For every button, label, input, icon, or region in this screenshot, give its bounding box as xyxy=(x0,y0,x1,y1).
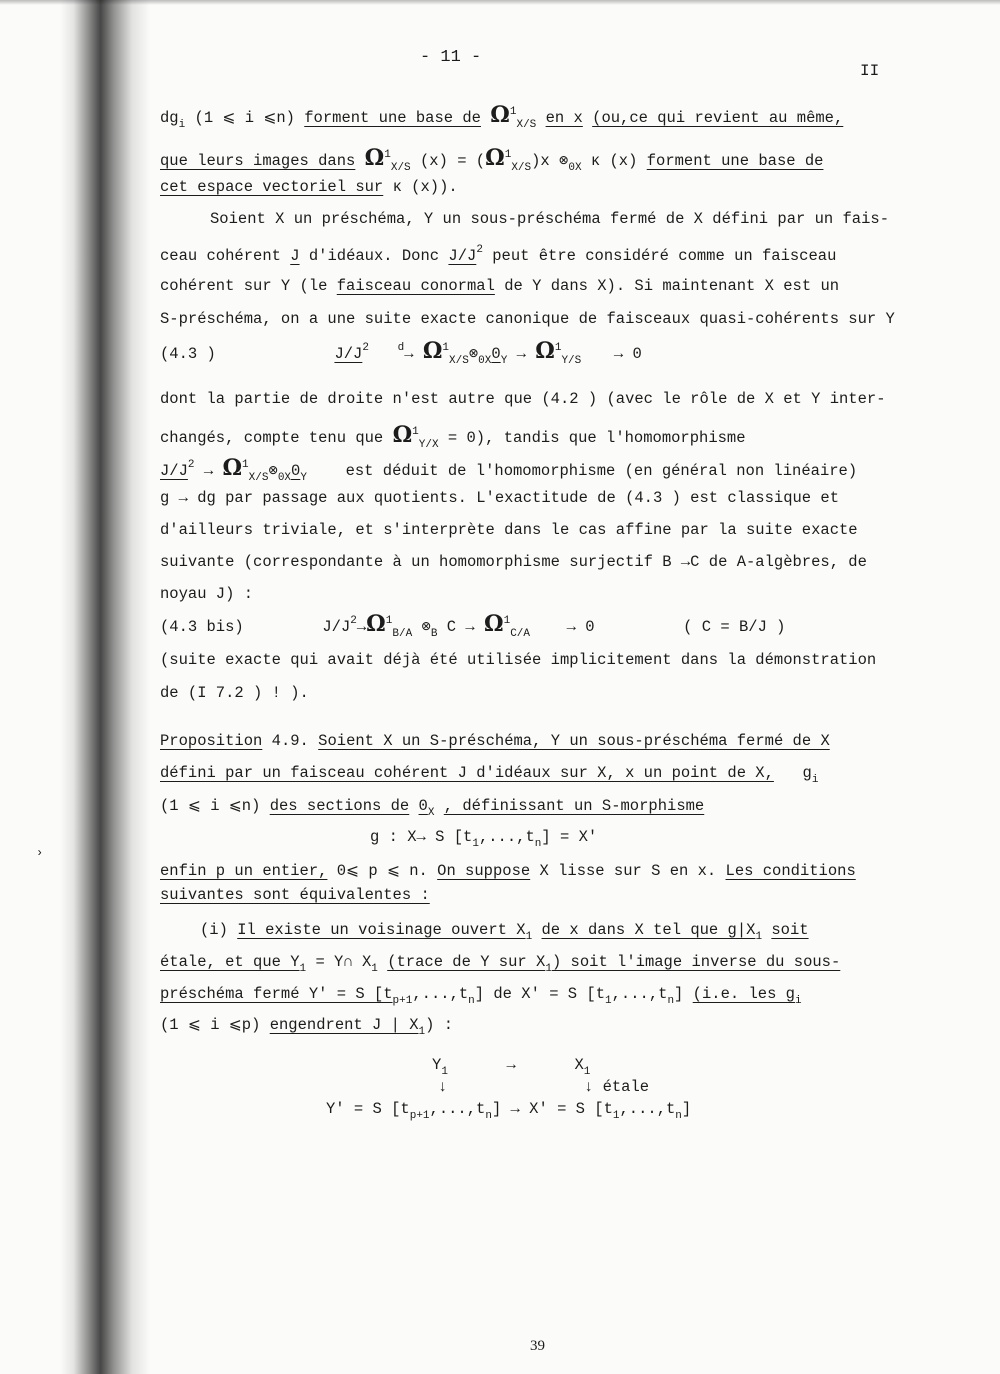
text-line-1 xyxy=(160,102,843,131)
math: J/J xyxy=(322,618,351,636)
underlined-text: (i.e. les g xyxy=(692,985,795,1003)
subscript: i xyxy=(178,119,186,131)
superscript: 1 xyxy=(509,106,517,118)
underlined-text: (trace de Y sur X xyxy=(387,953,546,971)
omega-symbol: Ω xyxy=(485,145,505,171)
subscript: p+1 xyxy=(409,1110,430,1122)
subscript: n xyxy=(485,1110,492,1122)
text: = Y∩ X xyxy=(315,953,372,971)
text-line-20 xyxy=(160,886,430,904)
omega-symbol: Ω xyxy=(422,338,443,364)
text: X lisse sur S en x. xyxy=(539,862,717,880)
diagram-top-row xyxy=(432,1056,590,1078)
subscript: C/A xyxy=(510,628,530,640)
text-line-5 xyxy=(160,244,836,265)
subscript: 1 xyxy=(299,963,307,975)
underlined-text: soit xyxy=(771,921,809,939)
page-number-bottom: 39 xyxy=(530,1338,545,1354)
text: (1 ⩽ i ⩽n) xyxy=(160,797,261,815)
underlined-text: de x dans X tel que g|X xyxy=(541,921,756,939)
omega-symbol: Ω xyxy=(535,338,555,364)
omega-symbol: Ω xyxy=(222,455,243,481)
tensor-symbol: ⊗ xyxy=(421,618,431,636)
underlined-text: (ou,ce qui revient au même, xyxy=(592,109,844,127)
subscript: i xyxy=(811,774,819,786)
text-line-21 xyxy=(200,921,809,943)
text: cohérent sur Y (le xyxy=(160,277,328,295)
subscript: 1 xyxy=(371,963,378,975)
text-line-22 xyxy=(160,953,840,975)
math: 0 xyxy=(291,462,301,480)
math: 0 xyxy=(418,797,428,815)
margin-mark: › xyxy=(36,846,44,860)
underlined-text: cet espace vectoriel sur xyxy=(160,178,384,196)
subscript: Y/X xyxy=(418,439,439,451)
omega-symbol: Ω xyxy=(366,611,386,637)
superscript: 1 xyxy=(554,342,562,354)
text: de Y dans X). Si maintenant X est un xyxy=(504,277,840,295)
subscript: 1 xyxy=(605,995,612,1007)
underlined-text: , définissant un S-morphisme xyxy=(443,797,705,815)
text: κ (x)). xyxy=(392,178,458,196)
underlined-text: préschéma fermé Y' = S [t xyxy=(160,985,393,1003)
underlined-text: forment une base de xyxy=(304,109,481,127)
math: ] = X' xyxy=(541,828,598,846)
underlined-text: forment une base de xyxy=(646,152,824,170)
label-etale: étale xyxy=(602,1078,650,1096)
equation-label: (4.3 bis) xyxy=(160,618,244,636)
equation-4-3-bis xyxy=(160,611,785,640)
superscript: 2 xyxy=(362,342,369,354)
superscript: 1 xyxy=(504,149,512,161)
subscript: n xyxy=(675,1110,682,1122)
arrow: → xyxy=(356,618,367,636)
subscript: Y/S xyxy=(561,355,582,367)
math: ,...,t xyxy=(619,1100,676,1118)
arrow: → xyxy=(404,345,414,363)
text: est déduit de l'homomorphisme (en général non linéaire) xyxy=(345,462,858,480)
binding-shadow xyxy=(60,0,150,1374)
subscript: n xyxy=(534,838,542,850)
subscript: B/A xyxy=(392,628,413,640)
text-line-3 xyxy=(160,178,458,196)
arrow: → xyxy=(516,345,526,363)
superscript: 1 xyxy=(503,615,511,627)
math: ] de X' = S [t xyxy=(474,985,606,1003)
math: g : X→ S [t xyxy=(370,828,473,846)
text: ceau cohérent xyxy=(160,247,281,265)
diagram-middle-row xyxy=(438,1078,649,1096)
underlined-text: On suppose xyxy=(437,862,531,880)
subscript: 1 xyxy=(755,931,763,943)
subscript: 1 xyxy=(583,1066,591,1078)
text-line-7: S-préschéma, on a une suite exacte canonique de faisceaux quasi-cohérents sur Y xyxy=(160,310,895,328)
arrow: → xyxy=(203,462,214,480)
equation-4-3 xyxy=(160,338,642,367)
scan-edge xyxy=(0,0,1000,5)
text-line-8: dont la partie de droite n'est autre que (4.2 ) (avec le rôle de X et Y inter- xyxy=(160,390,886,408)
underlined-text: J xyxy=(290,247,300,265)
subscript: X/S xyxy=(248,472,269,484)
superscript: 1 xyxy=(384,149,391,161)
subscript: 1 xyxy=(612,1110,620,1122)
subscript: 1 xyxy=(525,931,533,943)
subscript: B xyxy=(430,628,438,640)
superscript: 1 xyxy=(442,342,450,354)
tensor-symbol: ⊗ xyxy=(559,152,569,170)
text: κ (x) xyxy=(590,152,638,170)
subscript: 0X xyxy=(568,162,582,174)
underlined-text: Les conditions xyxy=(725,862,856,880)
text: d'idéaux. Donc xyxy=(308,247,440,265)
omega-symbol: Ω xyxy=(364,145,385,171)
text: dg xyxy=(160,109,179,127)
proposition-title: Proposition xyxy=(160,732,263,750)
subscript: 1 xyxy=(472,838,479,850)
subscript: 1 xyxy=(545,963,552,975)
text-line-4: Soient X un préschéma, Y un sous-préschéma fermé de X défini par un fais- xyxy=(210,210,890,228)
math: ,...,t xyxy=(429,1100,486,1118)
underlined-text: que leurs images dans xyxy=(160,152,356,170)
text-line-11: g → dg par passage aux quotients. L'exactitude de (4.3 ) est classique et xyxy=(160,489,840,507)
math: C → xyxy=(446,618,475,636)
superscript: 1 xyxy=(412,426,419,438)
underlined-text: défini par un faisceau cohérent J d'idéaux sur X, x un point de X, xyxy=(160,764,774,782)
subscript: X/S xyxy=(516,119,537,131)
underlined-text: des sections de xyxy=(269,797,410,815)
text-line-19 xyxy=(160,861,856,880)
text-line-14: noyau J) : xyxy=(160,585,254,603)
page-number-top: - 11 - xyxy=(420,48,482,67)
math: J/J xyxy=(160,462,188,480)
subscript: i xyxy=(795,995,802,1007)
underlined-text: Il existe un voisinage ouvert X xyxy=(237,921,526,939)
arrow: → xyxy=(506,1056,516,1074)
text: = 0), tandis que l'homomorphisme xyxy=(447,429,746,447)
subscript: n xyxy=(667,995,675,1007)
proposition-heading xyxy=(160,732,830,750)
underlined-text: étale, et que Y xyxy=(160,953,300,971)
subscript: X/S xyxy=(449,355,469,367)
subscript: 1 xyxy=(441,1066,448,1078)
math: 0 xyxy=(491,345,501,363)
subscript: 0X xyxy=(277,472,292,484)
math: ] → X' = S [t xyxy=(491,1100,613,1118)
subscript: X/S xyxy=(511,162,532,174)
superscript: 2 xyxy=(187,459,195,471)
subscript: Y xyxy=(500,355,508,367)
arrow: ↓ xyxy=(438,1078,448,1096)
text-line-6 xyxy=(160,277,839,295)
math: ,...,t xyxy=(412,985,469,1003)
subscript: 1 xyxy=(418,1026,426,1038)
text-line-18 xyxy=(160,796,704,819)
superscript: d xyxy=(397,342,405,354)
text-line-23 xyxy=(160,985,802,1007)
superscript: 1 xyxy=(385,615,393,627)
arrow: → 0 xyxy=(566,618,595,636)
superscript: 2 xyxy=(350,615,357,627)
text: (1 ⩽ i ⩽p) xyxy=(160,1016,261,1034)
underlined-text: faisceau conormal xyxy=(336,277,495,295)
text-line-16: de (I 7.2 ) ! ). xyxy=(160,684,309,702)
chapter-number: II xyxy=(860,62,880,80)
text: (x) = xyxy=(419,152,467,170)
proposition-number: 4.9. xyxy=(271,732,309,750)
subscript: 0X xyxy=(478,355,492,367)
text-line-10 xyxy=(160,455,857,484)
subscript: Y xyxy=(300,472,307,484)
text-line-2: que leurs images dans $\Omega^1_{X/S}$ $(x) = (\Omega^1_{X/S})x$ $\otimes_{0X}$ κ (x) forment une base de xyxy=(160,145,824,174)
math: ,...,t xyxy=(611,985,668,1003)
omega-symbol: Ω xyxy=(392,422,413,448)
subscript: X/S xyxy=(390,162,411,174)
underlined-text: engendrent J | X xyxy=(269,1016,419,1034)
math: ] xyxy=(674,985,684,1003)
text-line-9 xyxy=(160,422,746,451)
superscript: 1 xyxy=(242,459,249,471)
text: peut être considéré comme un faisceau xyxy=(492,247,837,265)
math: Y' = S [t xyxy=(326,1100,410,1118)
text-line-15: (suite exacte qui avait déjà été utilisée implicitement dans la démonstration xyxy=(160,651,877,669)
math: ( C = B/J ) xyxy=(683,618,786,636)
math: ,...,t xyxy=(478,828,535,846)
tensor-symbol: ⊗ xyxy=(468,345,479,363)
equation-label: (4.3 ) xyxy=(160,345,216,363)
text: ) : xyxy=(425,1016,454,1034)
text: (i) xyxy=(200,921,228,939)
omega-symbol: Ω xyxy=(483,611,504,637)
math: Y xyxy=(432,1056,442,1074)
math: J/J xyxy=(334,345,363,363)
subscript: n xyxy=(468,995,475,1007)
math: X xyxy=(574,1056,584,1074)
math: g xyxy=(802,764,812,782)
underlined-text: enfin p un entier, xyxy=(160,862,328,880)
text-line-13: suivante (correspondante à un homomorphisme surjectif B →C de A-algèbres, de xyxy=(160,553,867,571)
text: changés, compte tenu que xyxy=(160,429,384,447)
underlined-text: J/J xyxy=(448,247,477,265)
underlined-text: Soient X un S-préschéma, Y un sous-préschéma fermé de X xyxy=(318,732,830,750)
text-line-24 xyxy=(160,1015,453,1038)
subscript: X xyxy=(427,807,435,819)
underlined-text: suivantes sont équivalentes : xyxy=(160,886,430,904)
diagram-bottom-row xyxy=(326,1100,691,1122)
arrow: ↓ xyxy=(583,1078,594,1096)
tensor-symbol: ⊗ xyxy=(268,462,278,480)
equation-morphism xyxy=(370,828,597,850)
text: (1 ⩽ i ⩽n) xyxy=(194,109,295,127)
underlined-text: en x xyxy=(545,109,583,127)
superscript: 2 xyxy=(476,244,483,256)
text-line-17 xyxy=(160,764,818,786)
omega-symbol: Ω xyxy=(490,102,510,128)
underlined-text: ) soit l'image inverse du sous- xyxy=(551,953,841,971)
subscript: p+1 xyxy=(392,995,413,1007)
arrow: → 0 xyxy=(613,345,642,363)
math: ] xyxy=(681,1100,692,1118)
text: 0⩽ p ⩽ n. xyxy=(336,862,428,880)
text-line-12: d'ailleurs triviale, et s'interprète dans le cas affine par la suite exacte xyxy=(160,521,858,539)
